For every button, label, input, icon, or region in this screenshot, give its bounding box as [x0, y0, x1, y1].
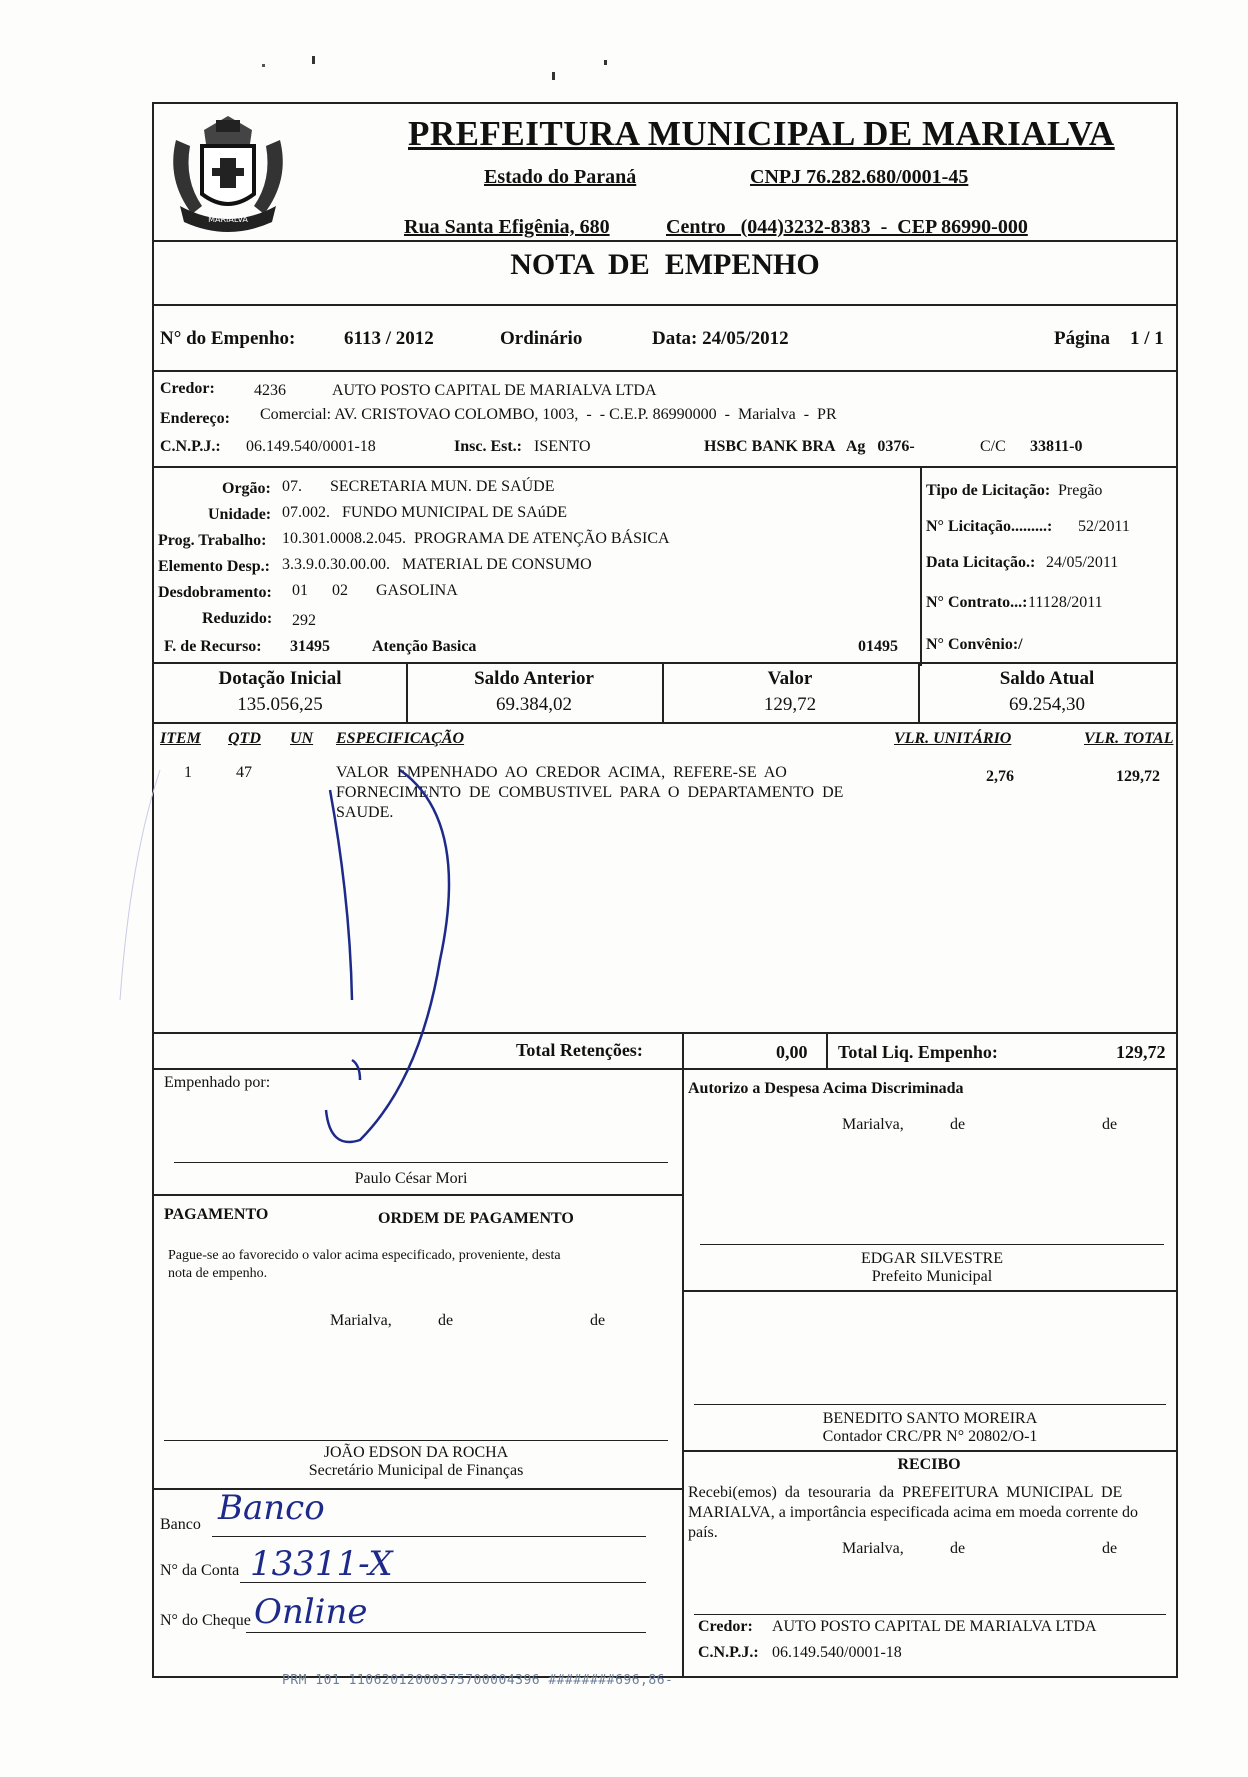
- creditor-cnpj: 06.149.540/0001-18: [246, 438, 376, 455]
- payment-label: PAGAMENTO: [164, 1206, 269, 1223]
- receipt-creditor-label: Credor:: [698, 1618, 753, 1635]
- net-total-label: Total Liq. Empenho:: [838, 1042, 998, 1062]
- check-field-label: N° do Cheque: [160, 1612, 251, 1629]
- current-balance-value: 69.254,30: [1009, 694, 1085, 715]
- breakdown-label: Desdobramento:: [158, 584, 272, 601]
- item-total: 129,72: [1116, 768, 1160, 785]
- page-number: 1 / 1: [1130, 328, 1164, 349]
- reduced-label: Reduzido:: [202, 610, 273, 627]
- payment-order-title: ORDEM DE PAGAMENTO: [378, 1210, 574, 1227]
- account-number: 33811-0: [1030, 438, 1083, 455]
- initial-allocation-label: Dotação Inicial: [218, 668, 342, 689]
- unit: 07.002. FUNDO MUNICIPAL DE SAúDE: [282, 504, 568, 521]
- bidding-date-label: Data Licitação.:: [926, 554, 1036, 571]
- receipt-date-de: de: [1102, 1540, 1118, 1557]
- authorization-text: Autorizo a Despesa Acima Discriminada: [688, 1080, 964, 1097]
- item-unit-price: 2,76: [986, 768, 1014, 785]
- secretary-title: Secretário Municipal de Finanças: [308, 1462, 524, 1479]
- agreement-label: N° Convênio:/: [926, 636, 1023, 653]
- state-name: Estado do Paraná: [484, 166, 637, 188]
- resource-description: Atenção Basica: [372, 638, 477, 655]
- receipt-title: RECIBO: [897, 1456, 961, 1473]
- resource-label: F. de Recurso:: [164, 638, 262, 655]
- municipality-cnpj: CNPJ 76.282.680/0001-45: [750, 166, 969, 188]
- receipt-cnpj-label: C.N.P.J.:: [698, 1644, 759, 1661]
- bank-handwriting: Banco: [218, 1488, 325, 1528]
- authorization-date-de: de: [1102, 1116, 1118, 1133]
- accountant-name: BENEDITO SANTO MOREIRA: [822, 1410, 1038, 1427]
- municipality-title: PREFEITURA MUNICIPAL DE MARIALVA: [408, 114, 1115, 153]
- account-field-label: N° da Conta: [160, 1562, 240, 1579]
- col-un-header: UN: [290, 730, 314, 747]
- bank-processing-code: PRM 101 11062012000375700004396 ########696,86-: [282, 1673, 674, 1688]
- initial-allocation-value: 135.056,25: [237, 694, 323, 715]
- payment-text-line: Pague-se ao favorecido o valor acima especificado, proveniente, desta: [168, 1248, 561, 1263]
- previous-balance-label: Saldo Anterior: [474, 668, 594, 689]
- bidding-date: 24/05/2011: [1046, 554, 1119, 571]
- payment-place: Marialva,: [330, 1312, 392, 1329]
- item-number: 1: [184, 764, 192, 781]
- receipt-text-line: país.: [688, 1524, 718, 1541]
- state-registration: ISENTO: [534, 438, 591, 455]
- item-description-line: VALOR EMPENHADO AO CREDOR ACIMA, REFERE-SE AO: [336, 764, 787, 781]
- item-description-line: SAUDE.: [336, 804, 394, 821]
- secretary-name: JOÃO EDSON DA ROCHA: [323, 1444, 509, 1461]
- payment-date-de: de: [438, 1312, 454, 1329]
- state-registration-label: Insc. Est.:: [454, 438, 523, 455]
- bank-field-label: Banco: [160, 1516, 201, 1533]
- bank-info: HSBC BANK BRA Ag 0376-: [704, 438, 915, 455]
- receipt-place: Marialva,: [842, 1540, 904, 1557]
- contract-label: N° Contrato...:: [926, 594, 1028, 611]
- committed-by-name: Paulo César Mori: [354, 1170, 468, 1187]
- breakdown: 01 02 GASOLINA: [292, 582, 458, 599]
- mayor-title: Prefeito Municipal: [871, 1268, 993, 1285]
- document-title: NOTA DE EMPENHO: [510, 248, 820, 281]
- municipality-address: Rua Santa Efigênia, 680: [404, 216, 610, 238]
- empenho-number: 6113 / 2012: [344, 328, 434, 349]
- resource-code: 31495: [290, 638, 330, 655]
- receipt-creditor: AUTO POSTO CAPITAL DE MARIALVA LTDA: [772, 1618, 1097, 1635]
- amount-label: Valor: [767, 668, 813, 689]
- accountant-title: Contador CRC/PR N° 20802/O-1: [822, 1428, 1038, 1445]
- receipt-text-line: Recebi(emos) da tesouraria da PREFEITURA MUNICIPAL DE: [688, 1484, 1123, 1501]
- retentions-value: 0,00: [776, 1042, 808, 1062]
- authorization-date-de: de: [950, 1116, 966, 1133]
- empenho-number-label: N° do Empenho:: [160, 328, 296, 349]
- bidding-number: 52/2011: [1078, 518, 1130, 535]
- program: 10.301.0008.2.045. PROGRAMA DE ATENÇÃO BÁSICA: [282, 530, 670, 547]
- account-label: C/C: [980, 438, 1006, 455]
- payment-date-de: de: [590, 1312, 606, 1329]
- col-total-header: VLR. TOTAL: [1084, 730, 1174, 747]
- bidding-number-label: N° Licitação.........:: [926, 518, 1053, 535]
- empenho-date: Data: 24/05/2012: [652, 328, 789, 349]
- creditor-code: 4236: [254, 382, 286, 399]
- organ: 07. SECRETARIA MUN. DE SAÚDE: [282, 478, 555, 495]
- col-unit-price-header: VLR. UNITÁRIO: [894, 730, 1012, 747]
- organ-label: Orgão:: [222, 480, 271, 497]
- previous-balance-value: 69.384,02: [496, 694, 572, 715]
- receipt-cnpj: 06.149.540/0001-18: [772, 1644, 902, 1661]
- authorization-place: Marialva,: [842, 1116, 904, 1133]
- mayor-name: EDGAR SILVESTRE: [860, 1250, 1004, 1267]
- municipality-contact: Centro (044)3232-8383 - CEP 86990-000: [666, 216, 1028, 238]
- receipt-text-line: MARIALVA, a importância especificada acima em moeda corrente do: [688, 1504, 1139, 1521]
- svg-text:MARIALVA: MARIALVA: [208, 215, 248, 224]
- item-quantity: 47: [236, 764, 252, 781]
- bidding-type-label: Tipo de Licitação:: [926, 482, 1051, 499]
- item-description-line: FORNECIMENTO DE COMBUSTIVEL PARA O DEPARTAMENTO DE: [336, 784, 844, 801]
- element: 3.3.9.0.30.00.00. MATERIAL DE CONSUMO: [282, 556, 592, 573]
- check-handwriting: Online: [254, 1592, 368, 1632]
- reduced: 292: [292, 612, 316, 629]
- cnpj-label: C.N.P.J.:: [160, 438, 221, 455]
- net-total-value: 129,72: [1116, 1042, 1166, 1062]
- element-label: Elemento Desp.:: [158, 558, 270, 575]
- page-label: Página: [1054, 328, 1110, 349]
- account-handwriting: 13311-X: [250, 1544, 393, 1584]
- program-label: Prog. Trabalho:: [158, 532, 267, 549]
- payment-text-line: nota de empenho.: [168, 1266, 268, 1281]
- col-qtd-header: QTD: [228, 730, 261, 747]
- resource-source-code: 01495: [858, 638, 898, 655]
- contract-number: 11128/2011: [1028, 594, 1103, 611]
- creditor-label: Credor:: [160, 380, 215, 397]
- address-label: Endereço:: [160, 410, 230, 427]
- current-balance-label: Saldo Atual: [999, 668, 1095, 689]
- empenho-type: Ordinário: [500, 328, 583, 349]
- bidding-type: Pregão: [1058, 482, 1103, 499]
- creditor-name: AUTO POSTO CAPITAL DE MARIALVA LTDA: [332, 382, 657, 399]
- retentions-label: Total Retenções:: [516, 1040, 643, 1060]
- committed-by-label: Empenhado por:: [164, 1074, 271, 1091]
- col-specification-header: ESPECIFICAÇÃO: [336, 730, 465, 747]
- receipt-date-de: de: [950, 1540, 966, 1557]
- col-item-header: ITEM: [160, 730, 201, 747]
- amount-value: 129,72: [763, 694, 817, 715]
- unit-label: Unidade:: [208, 506, 272, 523]
- creditor-address: Comercial: AV. CRISTOVAO COLOMBO, 1003, - - C.E.P. 86990000 - Marialva - PR: [260, 406, 837, 423]
